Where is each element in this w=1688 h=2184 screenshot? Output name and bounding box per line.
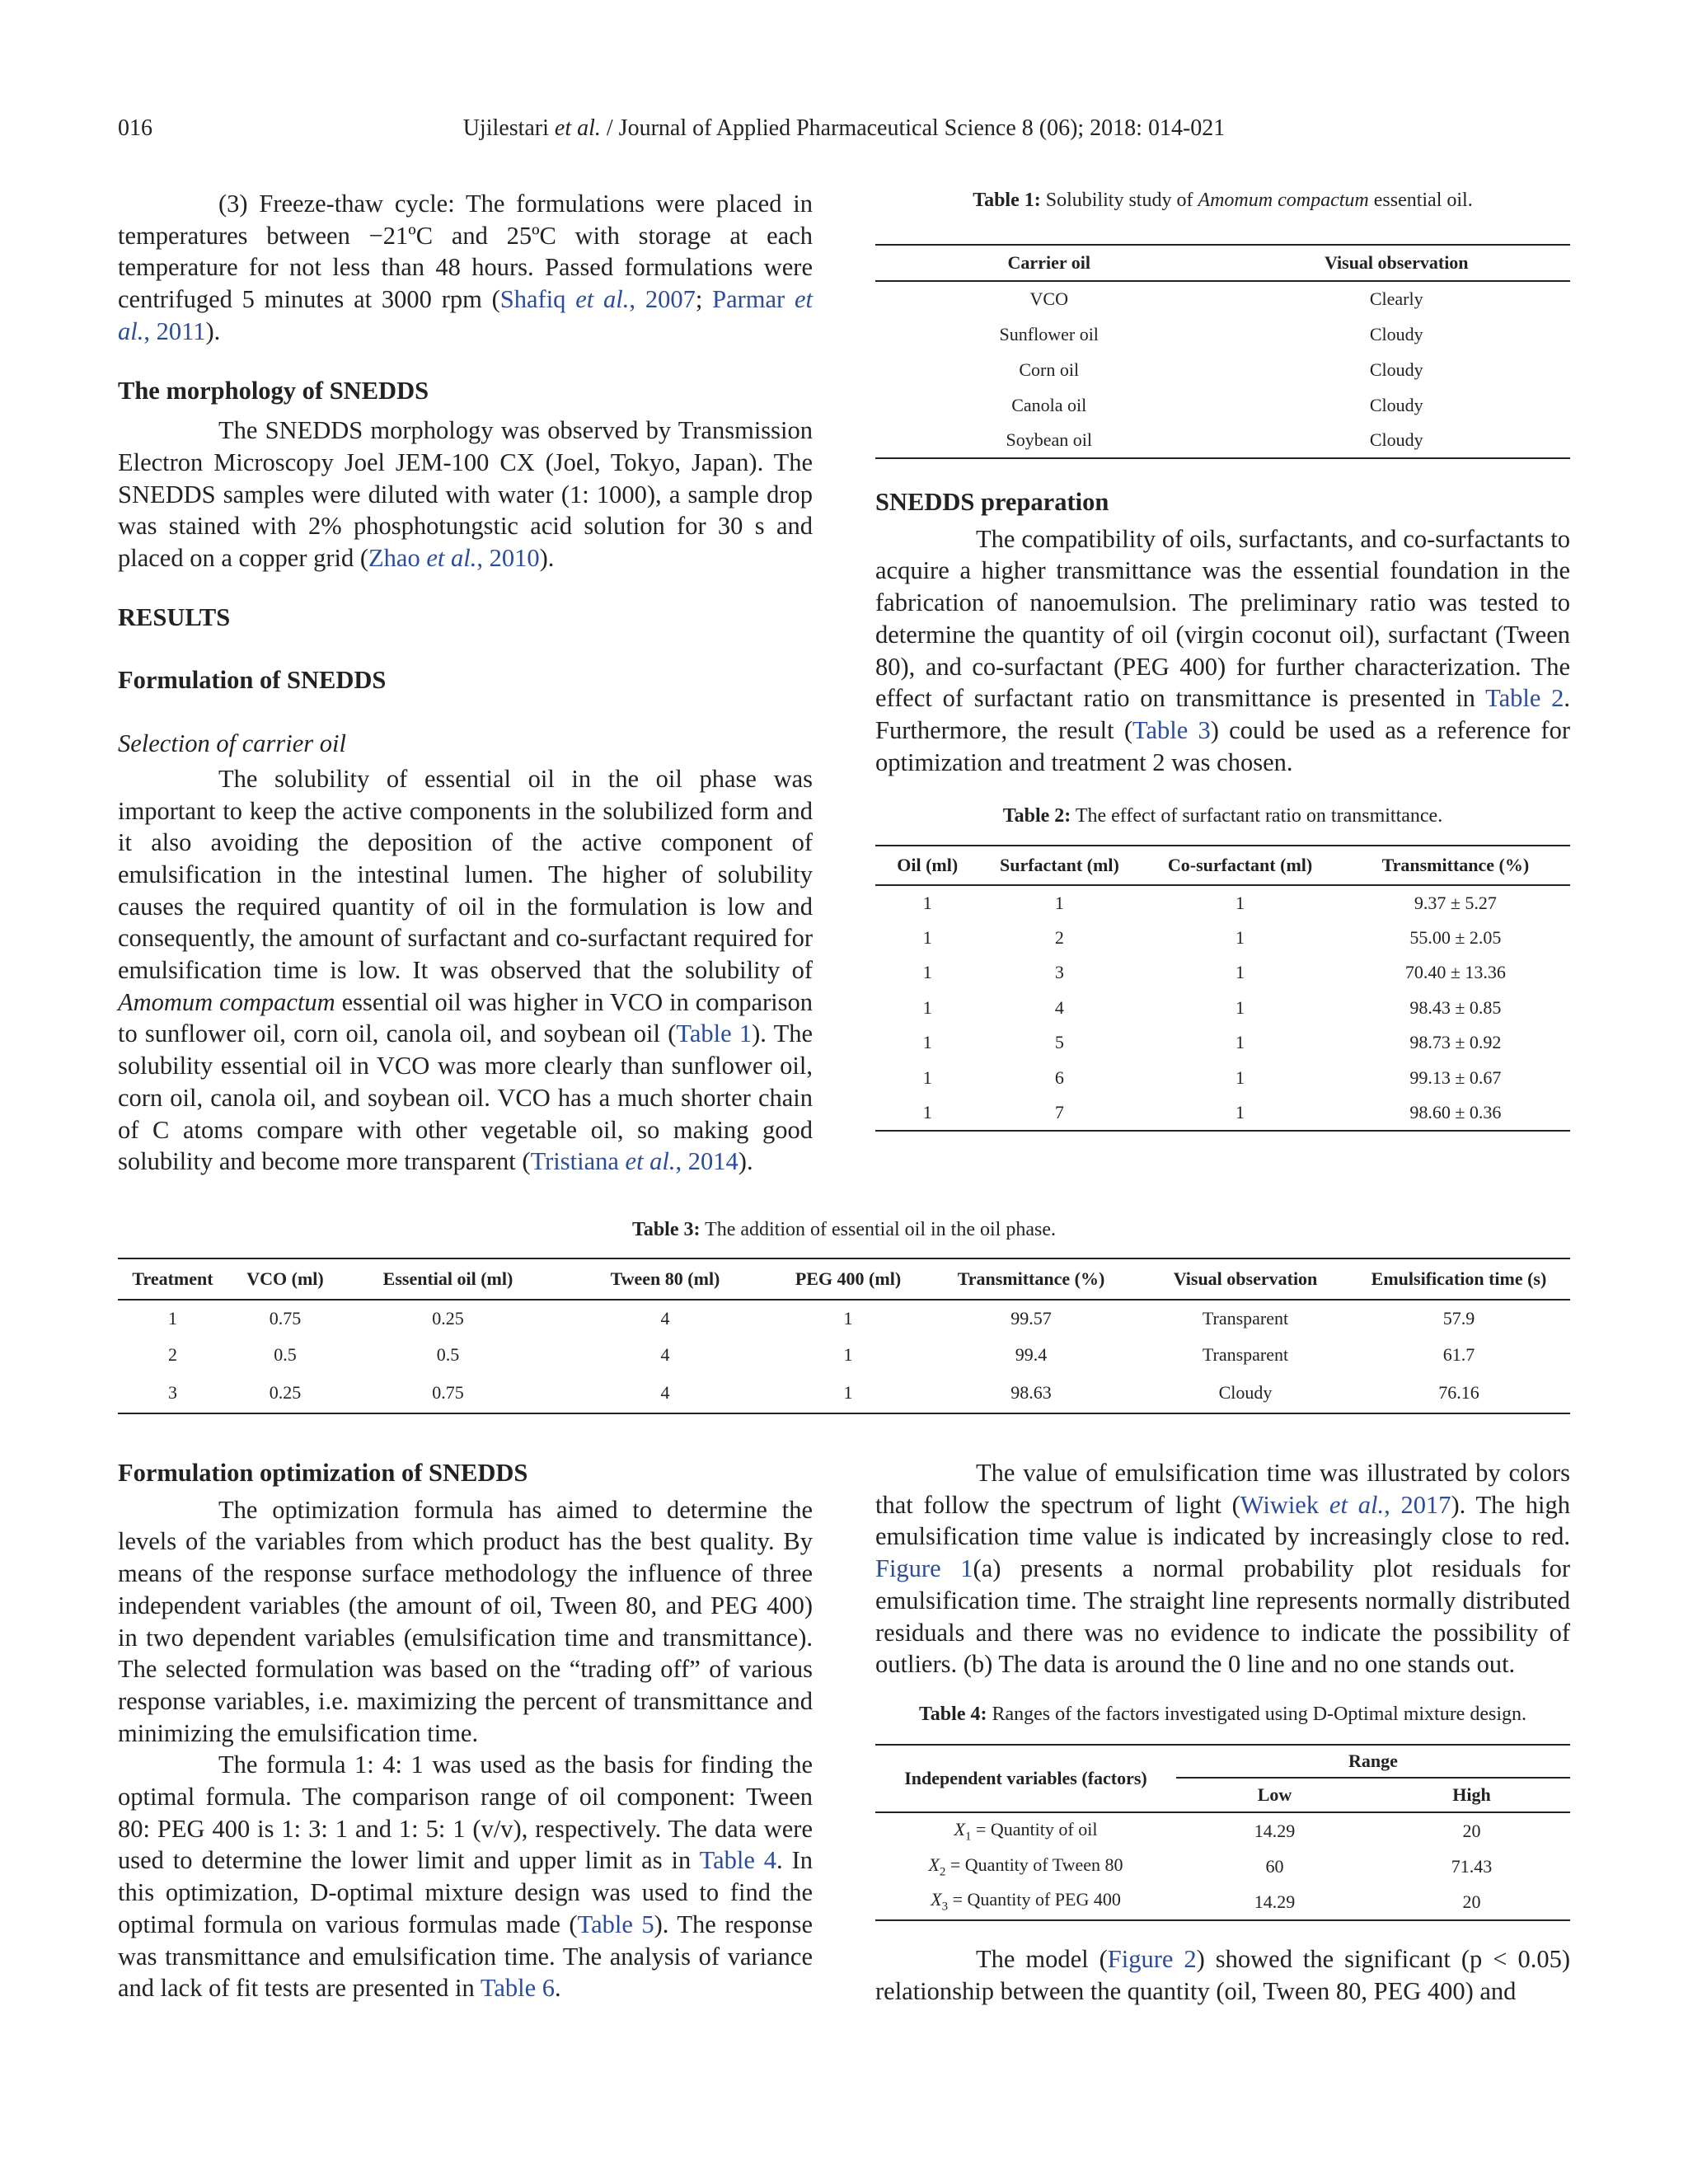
ref-wiwiek[interactable]: Wiwiek et al., 2017: [1240, 1490, 1451, 1519]
table-row: 1 2 1 55.00 ± 2.05: [922, 926, 1502, 948]
table-row: 1 1 1 9.37 ± 5.27: [922, 892, 1497, 913]
table-row: 1 5 1 98.73 ± 0.92: [922, 1032, 1502, 1053]
table4-header: Low: [1176, 1778, 1373, 1812]
results-heading: RESULTS: [118, 602, 231, 631]
emulsification-paragraph: The value of emulsification time was illustrated by colors that follow the spectrum of light (Wiwiek et al., 2017). The high emulsification time value is indicated by increasingly close to red. Figure 1(a) presents a normal probability plot residuals for emulsification time. The straight line represents normally distributed residuals and there was no evidence to indicate the possibility of outliers. (b) The data is around the 0 line and no one stands out.: [875, 1459, 1571, 1679]
table-row: 1 7 1 98.60 ± 0.36: [922, 1101, 1502, 1122]
running-header: [118, 115, 1570, 148]
table-row: 2 0.5 0.5 4 1 99.4 Transparent 61.7: [168, 1343, 1475, 1365]
preparation-paragraph: The compatibility of oils, surfactants, and co-surfactants to acquire a higher transmittance was the essential foundation in the fabrication of nanoemulsion. The preliminary ratio was tested to determine the quantity of oil (virgin coconut oil), surfactant (Tween 80), and co-surfactant (PEG 400) for further characterization. The effect of surfactant ratio on transmittance is presented in Table 2. Furthermore, the result (Table 3) could be used as a reference for optimization and treatment 2 was chosen.: [875, 524, 1570, 776]
table2-header: Oil (ml): [875, 846, 979, 885]
model-text: [875, 1943, 1570, 2007]
morphology-paragraph: The SNEDDS morphology was observed by Transmission Electron Microscopy Joel JEM-100 CX (Joel, Tokyo, Japan). The SNEDDS samples were diluted with water (1: 1000), a sample drop was stained with 2% phosphotungstic acid solution for 30 s and placed on a copper grid (Zhao et al., 2010).: [118, 416, 813, 573]
ref-table-3[interactable]: Table 3: [1132, 715, 1211, 744]
table-row: 1 3 1 70.40 ± 13.36: [922, 962, 1506, 983]
table4-header: Range: [1176, 1745, 1570, 1778]
table4-caption: Table 4: Ranges of the factors investigated using D-Optimal mixture design.: [919, 1704, 1526, 1725]
ref-table-2[interactable]: Table 2: [1485, 684, 1564, 713]
section-heading: SNEDDS preparation: [875, 488, 1109, 516]
ref-table-5[interactable]: Table 5: [577, 1910, 654, 1938]
table-row: 3 0.25 0.75 4 1 98.63 Cloudy 76.16: [168, 1381, 1479, 1403]
ref-parmar[interactable]: Parmar et al., 2011: [118, 285, 813, 345]
ref-table-4[interactable]: Table 4: [699, 1846, 777, 1875]
table2-header: Co-surfactant (ml): [1139, 846, 1340, 885]
ref-tristiana[interactable]: Tristiana et al., 2014: [530, 1147, 738, 1176]
ref-figure-2[interactable]: Figure 2: [1107, 1945, 1197, 1973]
ref-table-6[interactable]: Table 6: [480, 1974, 556, 2003]
section-heading: Formulation optimization of SNEDDS: [118, 1459, 528, 1487]
table-row: 1 0.75 0.25 4 1 99.57 Transparent 57.9: [168, 1308, 1475, 1329]
table4-header: High: [1373, 1778, 1570, 1812]
solubility-paragraph: The solubility of essential oil in the oil phase was important to keep the active components in the solubilized form and it also avoiding the deposition of the active component of emulsification in the intestinal lumen. The higher of solubility causes the required quantity of oil in the formulation is low and consequently, the amount of surfactant and co-surfactant required for emulsification time is low. It was observed that the solubility of Amomum compactum essential oil was higher in VCO in comparison to sunflower oil, corn oil, canola oil, and soybean oil (Table 1). The solubility essential oil in VCO was more clearly than sunflower oil, corn oil, canola oil, and soybean oil. VCO has a much shorter chain of C atoms compare with other vegetable oil, so making good solubility and become more transparent (Tristiana et al., 2014).: [118, 764, 813, 1176]
table4: [875, 1744, 1570, 1921]
table3-header: Transmittance (%): [919, 1258, 1143, 1300]
table2-caption: Table 2: The effect of surfactant ratio on transmittance.: [1002, 805, 1443, 827]
ref-table-1[interactable]: Table 1: [676, 1019, 753, 1048]
table3-header: Treatment: [118, 1258, 227, 1300]
table-row: 1 4 1 98.43 ± 0.85: [922, 996, 1502, 1018]
formula-paragraph: The formula 1: 4: 1 was used as the basis for finding the optimal formula. The comparison range of oil component: Tween 80: PEG 400 is 1: 3: 1 and 1: 5: 1 (v/v), respectively. The data were used to determine the lower limit and upper limit as in Table 4. In this optimization, D-optimal mixture design was used to find the optimal formula on various formulas made (Table 5). The response was transmittance and emulsification time. The analysis of variance and lack of fit tests are presented in Table 6.: [118, 1750, 813, 2003]
left-column: [118, 188, 813, 1178]
table1: [875, 244, 1570, 459]
table1-caption: Table 1: Solubility study of Amomum compactum essential oil.: [973, 190, 1473, 211]
table1-header: Carrier oil: [875, 245, 1223, 281]
page-number: 016: [118, 115, 152, 141]
table3: [118, 1258, 1570, 1414]
table-row: $X_1$ = Quantity of oil 14.29 20: [954, 1818, 1481, 1844]
table3-header: PEG 400 (ml): [777, 1258, 919, 1300]
bottom-right-column: [875, 1457, 1570, 1680]
table3-header: Essential oil (ml): [343, 1258, 553, 1300]
table2-header: Transmittance (%): [1341, 846, 1570, 885]
table3-header: VCO (ml): [227, 1258, 343, 1300]
table1-header: Visual observation: [1223, 245, 1571, 281]
table2-header: Surfactant (ml): [979, 846, 1139, 885]
table2: [875, 845, 1570, 1132]
table3-header: Visual observation: [1143, 1258, 1348, 1300]
right-column: [875, 486, 1570, 778]
bottom-left-column: [118, 1457, 813, 2004]
ref-zhao[interactable]: Zhao et al., 2010: [368, 544, 540, 573]
subsection-heading: Selection of carrier oil: [118, 729, 346, 758]
ref-shafiq[interactable]: Shafiq et al., 2007: [499, 285, 696, 314]
table3-header: Emulsification time (s): [1348, 1258, 1570, 1300]
table3-caption: Table 3: The addition of essential oil in the oil phase.: [632, 1219, 1056, 1240]
table-row: Corn oil Cloudy: [1019, 359, 1423, 380]
journal-citation: Ujilestari et al. / Journal of Applied Pharmaceutical Science 8 (06); 2018: 014-021: [462, 115, 1226, 141]
table-row: Soybean oil Cloudy: [1006, 429, 1423, 450]
table-row: $X_3$ = Quantity of PEG 400 14.29 20: [931, 1889, 1481, 1914]
table3-header: Tween 80 (ml): [553, 1258, 777, 1300]
section-heading: Formulation of SNEDDS: [118, 666, 387, 695]
model-paragraph: The model (Figure 2) showed the significant (p < 0.05) relationship between the quantity (oil, Tween 80, PEG 400) and: [875, 1945, 1570, 2005]
section-heading: The morphology of SNEDDS: [118, 376, 429, 405]
table-row: Canola oil Cloudy: [1011, 394, 1423, 415]
table-row: VCO Clearly: [1029, 288, 1423, 309]
table-row: $X_2$ = Quantity of Tween 80 60 71.43: [928, 1854, 1493, 1879]
optimization-paragraph: The optimization formula has aimed to determine the levels of the variables from which product has the best quality. By means of the response surface methodology the influence of three independent variables (the amount of oil, Tween 80, and PEG 400) in two dependent variables (emulsification time and transmittance). The selected formulation was based on the “trading off” of various response variables, i.e. maximizing the percent of transmittance and minimizing the emulsification time.: [118, 1495, 813, 1747]
table-row: 1 6 1 99.13 ± 0.67: [922, 1066, 1502, 1088]
table-row: Sunflower oil Cloudy: [999, 323, 1423, 344]
ref-figure-1[interactable]: Figure 1: [875, 1554, 973, 1583]
freeze-thaw-paragraph: (3) Freeze-thaw cycle: The formulations were placed in temperatures between −21ºC and 25ºC with storage at each temperature for not less than 48 hours. Passed formulations were centrifuged 5 minutes at 3000 rpm (Shafiq et al., 2007; Parmar et al., 2011).: [118, 190, 813, 345]
table4-header: Independent variables (factors): [875, 1745, 1176, 1812]
